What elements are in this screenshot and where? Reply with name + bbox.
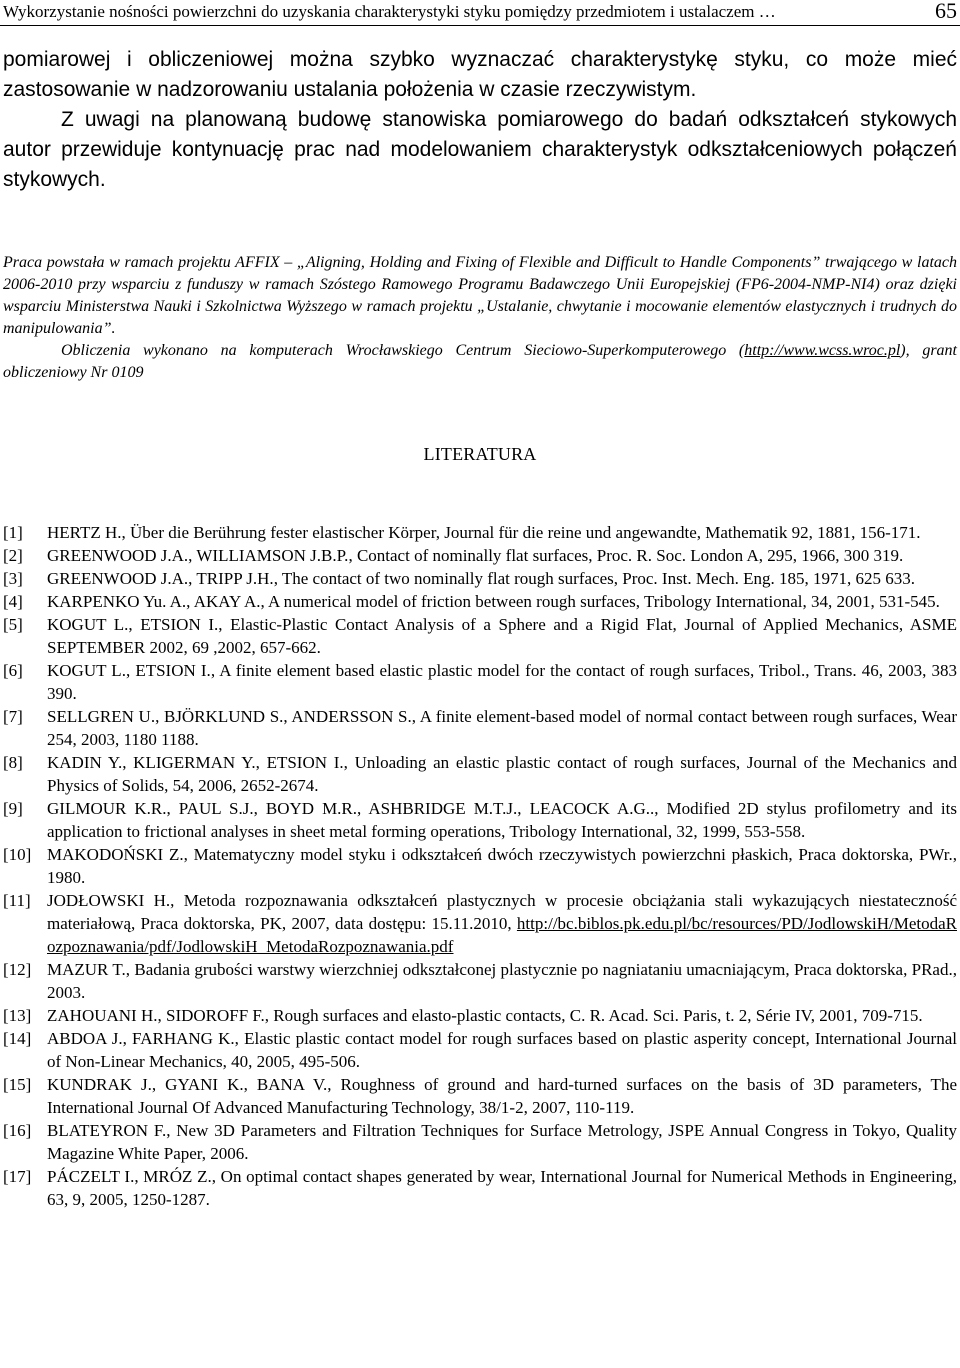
- acknowledgement-paragraph: [3, 340, 957, 384]
- body-text: [3, 45, 957, 195]
- reference-details: , Unloading an elastic plastic contact of rough surfaces, Journal of the Mechanics and Physics of Solids, 54, 2006, 2652-2674.: [47, 753, 957, 795]
- reference-number: [4]: [3, 592, 23, 611]
- acknowledgement-text: Obliczenia wykonano na komputerach Wrocławskiego Centrum Sieciowo-Superkomputerowego (: [61, 342, 745, 359]
- reference-item: [3, 613, 957, 659]
- reference-details: , Roughness of ground and hard-turned surfaces on the basis of 3D parameters, The International Journal Of Advanced Manufacturing Technology, 38/1-2, 2007, 110-119.: [47, 1075, 957, 1117]
- reference-item: [3, 797, 957, 843]
- reference-text: [47, 613, 957, 659]
- reference-text: [47, 1165, 957, 1211]
- reference-item: [3, 1027, 957, 1073]
- reference-authors: KUNDRAK J., GYANI K., BANA V.: [47, 1075, 328, 1094]
- reference-details: , Über die Berührung fester elastischer Körper, Journal für die reine und angewandte, Mathematik 92, 1881, 156-171.: [121, 523, 921, 542]
- reference-text: [47, 1119, 957, 1165]
- reference-text: [47, 1027, 957, 1073]
- reference-authors: JODŁOWSKI H.: [47, 891, 171, 910]
- reference-item: [3, 958, 957, 1004]
- reference-details: , A numerical model of friction between rough surfaces, Tribology International, 34, 2001, 531-545.: [260, 592, 940, 611]
- body-paragraph: Z uwagi na planowaną budowę stanowiska pomiarowego do badań odkształceń stykowych autor przewiduje kontynuację prac nad modelowaniem charakterystyk odkształceniowych połączeń stykowych.: [3, 108, 957, 191]
- reference-number: [12]: [3, 960, 32, 979]
- reference-number: [13]: [3, 1006, 32, 1025]
- reference-list: [3, 521, 957, 1211]
- reference-text: [47, 889, 957, 958]
- reference-text: [47, 1004, 957, 1027]
- reference-details: , Modified 2D stylus profilometry and its application to frictional analyses in sheet metal forming operations, Tribology International, 32, 1999, 553-558.: [47, 799, 957, 841]
- reference-item: [3, 1004, 957, 1027]
- reference-number: [17]: [3, 1167, 32, 1186]
- literature-heading: LITERATURA: [423, 444, 537, 464]
- reference-item: [3, 567, 957, 590]
- reference-number: [14]: [3, 1029, 32, 1048]
- reference-authors: KADIN Y., KLIGERMAN Y., ETSION I.: [47, 753, 344, 772]
- reference-text: [47, 544, 957, 567]
- reference-number: [16]: [3, 1121, 32, 1140]
- running-header: [0, 0, 960, 26]
- reference-text: [47, 567, 957, 590]
- reference-authors: BLATEYRON F.: [47, 1121, 167, 1140]
- reference-details: , Contact of nominally flat surfaces, Proc. R. Soc. London A, 295, 1966, 300 319.: [348, 546, 904, 565]
- reference-number: [6]: [3, 661, 23, 680]
- reference-authors: HERTZ H.: [47, 523, 122, 542]
- reference-details: , A finite element-based model of normal contact between rough surfaces, Wear 254, 2003, 1180 1188.: [47, 707, 957, 749]
- reference-authors: GREENWOOD J.A., TRIPP J.H.: [47, 569, 274, 588]
- reference-details: , Elastic plastic contact model for rough surfaces based on plastic asperity concept, International Journal of Non-Linear Mechanics, 40, 2005, 495-506.: [47, 1029, 957, 1071]
- reference-number: [11]: [3, 891, 31, 910]
- reference-details: , New 3D Parameters and Filtration Techniques for Surface Metrology, JSPE Annual Congress in Tokyo, Quality Magazine White Paper, 2006.: [47, 1121, 957, 1163]
- reference-item: [3, 1073, 957, 1119]
- page-number: 65: [935, 0, 957, 23]
- reference-item: [3, 659, 957, 705]
- reference-number: [7]: [3, 707, 23, 726]
- reference-authors: ZAHOUANI H., SIDOROFF F.: [47, 1006, 265, 1025]
- acknowledgement-paragraph: Praca powstała w ramach projektu AFFIX – „Aligning, Holding and Fixing of Flexible and Difficult to Handle Components” trwającego w latach 2006-2010 przy wsparciu z funduszy w ramach Szóstego Ramowego Programu Badawczego Unii Europejskiej (FP6-2004-NMP-NI4) oraz dzięki wsparciu Ministerstwa Nauki i Szkolnictwa Wyższego w ramach projektu „Ustalanie, chwytanie i mocowanie elementów elastycznych i trudnych do manipulowania”.: [3, 254, 957, 337]
- reference-authors: ABDOA J., FARHANG K.: [47, 1029, 235, 1048]
- reference-authors: KARPENKO Yu. A., AKAY A.: [47, 592, 261, 611]
- reference-text: [47, 843, 957, 889]
- reference-authors: MAKODOŃSKI Z.: [47, 845, 184, 864]
- reference-text: [47, 797, 957, 843]
- reference-item: [3, 521, 957, 544]
- reference-authors: PÁCZELT I., MRÓZ Z.: [47, 1167, 212, 1186]
- reference-authors: MAZUR T.: [47, 960, 126, 979]
- reference-item: [3, 544, 957, 567]
- reference-number: [8]: [3, 753, 23, 772]
- reference-number: [15]: [3, 1075, 32, 1094]
- reference-details: , On optimal contact shapes generated by wear, International Journal for Numerical Methods in Engineering, 63, 9, 2005, 1250-1287.: [47, 1167, 957, 1209]
- reference-details: , The contact of two nominally flat rough surfaces, Proc. Inst. Mech. Eng. 185, 1971, 625 633.: [273, 569, 915, 588]
- reference-details: , Elastic-Plastic Contact Analysis of a Sphere and a Rigid Flat, Journal of Applied Mechanics, ASME SEPTEMBER 2002, 69 ,2002, 657-662.: [47, 615, 957, 657]
- reference-number: [2]: [3, 546, 23, 565]
- acknowledgement-text: ), grant obliczeniowy Nr 0109: [3, 342, 957, 381]
- reference-details: , A finite element based elastic plastic model for the contact of rough surfaces, Tribol., Trans. 46, 2003, 383 390.: [47, 661, 958, 703]
- reference-number: [9]: [3, 799, 23, 818]
- reference-item: [3, 590, 957, 613]
- reference-text: [47, 1073, 957, 1119]
- reference-number: [3]: [3, 569, 23, 588]
- reference-authors: SELLGREN U., BJÖRKLUND S., ANDERSSON S.: [47, 707, 412, 726]
- reference-details: , Metoda rozpoznawania odkształceń plastycznych w procesie obciążania stali wykazujących niestateczność materiałową, Praca doktorska, PK, 2007, data dostępu: 15.11.2010,: [47, 891, 958, 933]
- reference-text: [47, 659, 957, 705]
- reference-text: [47, 590, 957, 613]
- reference-text: [47, 958, 957, 1004]
- wcss-link[interactable]: http://www.wcss.wroc.pl: [744, 342, 901, 359]
- reference-item: [3, 1119, 957, 1165]
- reference-authors: KOGUT L., ETSION I.: [47, 661, 211, 680]
- reference-authors: KOGUT L., ETSION I.: [47, 615, 219, 634]
- reference-details: , Rough surfaces and elasto-plastic contacts, C. R. Acad. Sci. Paris, t. 2, Série IV, 2001, 709-715.: [264, 1006, 923, 1025]
- reference-number: [10]: [3, 845, 32, 864]
- reference-item: [3, 843, 957, 889]
- running-title: Wykorzystanie nośności powierzchni do uzyskania charakterystyki styku pomiędzy przedmiotem i ustalaczem …: [3, 2, 776, 21]
- reference-text: [47, 521, 957, 544]
- reference-url-link[interactable]: http://bc.biblos.pk.edu.pl/bc/resources/PD/JodlowskiH/MetodaRozpoznawania/pdf/JodlowskiH_MetodaRozpoznawania.pdf: [47, 914, 957, 956]
- reference-authors: GREENWOOD J.A., WILLIAMSON J.B.P.: [47, 546, 349, 565]
- body-paragraph: pomiarowej i obliczeniowej można szybko wyznaczać charakterystykę styku, co może mieć zastosowanie w nadzorowaniu ustalania położenia w czasie rzeczywistym.: [3, 48, 957, 101]
- reference-text: [47, 705, 957, 751]
- reference-details: , Badania grubości warstwy wierzchniej odkształconej plastycznie po nagniataniu umacniającym, Praca doktorska, PRad., 2003.: [47, 960, 957, 1002]
- reference-number: [1]: [3, 523, 23, 542]
- reference-text: [47, 751, 957, 797]
- reference-item: [3, 705, 957, 751]
- reference-item: [3, 751, 957, 797]
- reference-details: , Matematyczny model styku i odkształceń dwóch rzeczywistych powierzchni płaskich, Praca doktorska, PWr., 1980.: [47, 845, 957, 887]
- reference-authors: GILMOUR K.R., PAUL S.J., BOYD M.R., ASHBRIDGE M.T.J., LEACOCK A.G..: [47, 799, 655, 818]
- reference-number: [5]: [3, 615, 23, 634]
- reference-item: [3, 1165, 957, 1211]
- acknowledgement: [3, 252, 957, 384]
- reference-item: [3, 889, 957, 958]
